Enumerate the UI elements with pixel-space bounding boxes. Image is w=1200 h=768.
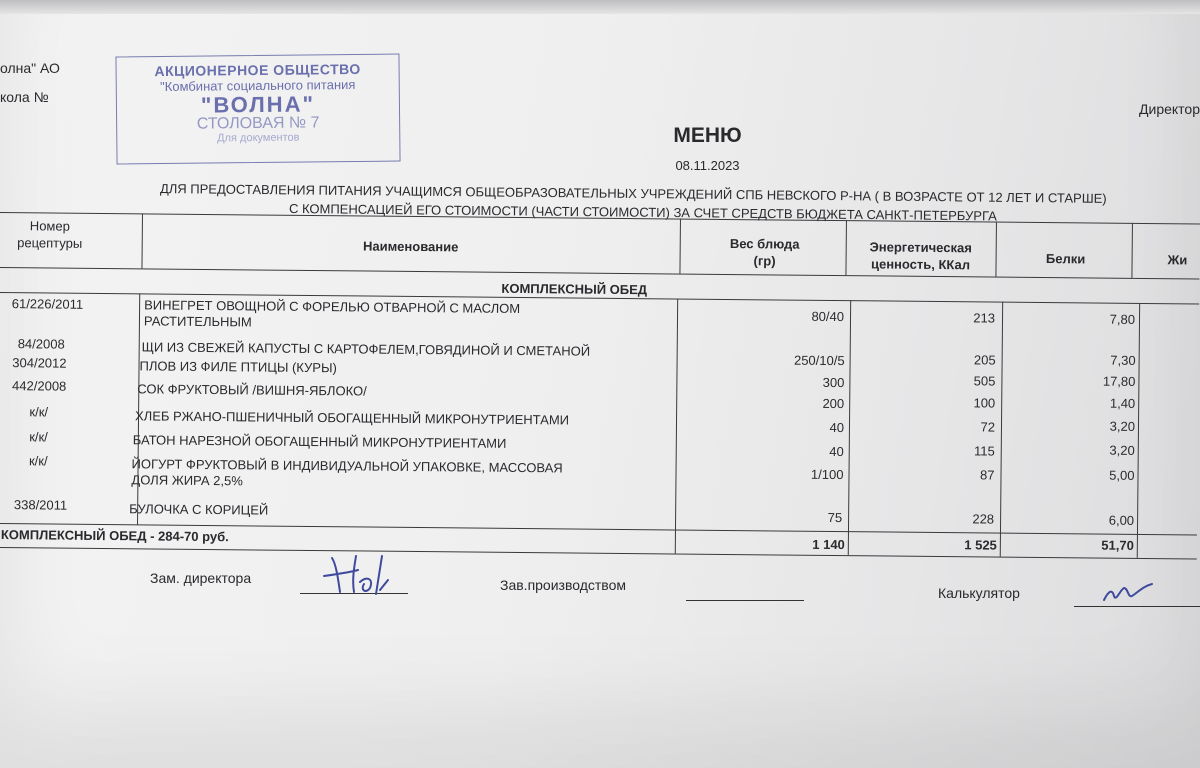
- row-8-weight: 75: [827, 509, 843, 526]
- stamp-line-3: "ВОЛНА": [200, 91, 316, 118]
- header-weight: [689, 235, 839, 270]
- header-name: Наименование: [362, 238, 459, 255]
- row-1-name: [144, 297, 520, 333]
- header-recipe-number-line2: рецептуры: [17, 235, 83, 251]
- deputy-director-label: Зам. директора: [150, 570, 252, 586]
- row-6-name: БАТОН НАРЕЗНОЙ ОБОГАЩЕННЫЙ МИКРОНУТРИЕНТАМИ: [132, 432, 507, 451]
- header-energy-line1: Энергетическая: [869, 239, 972, 256]
- row-2-energy: 205: [973, 352, 996, 368]
- calculator-signature: [1100, 578, 1170, 608]
- production-head-line: [686, 600, 804, 601]
- col-divider-4b: [1000, 302, 1003, 557]
- row-2-protein: 7,30: [1110, 352, 1136, 368]
- menu-date: 08.11.2023: [675, 158, 740, 173]
- row-1-code: 61/226/2011: [11, 296, 84, 312]
- row-4-weight: 200: [822, 395, 845, 412]
- row-1-name-line1: ВИНЕГРЕТ ОВОЩНОЙ С ФОРЕЛЬЮ ОТВАРНОЙ С МАСЛОМ: [144, 297, 521, 316]
- row-1-energy: 213: [973, 310, 996, 326]
- row-7-energy: 87: [979, 467, 995, 483]
- menu-table: [0, 212, 1200, 574]
- header-protein: Белки: [1045, 251, 1086, 267]
- organization-name-partial: олна" АО: [0, 60, 60, 76]
- row-3-energy: 505: [973, 373, 996, 389]
- total-energy: 1 525: [964, 537, 997, 553]
- row-8-energy: 228: [972, 511, 995, 527]
- purpose-line-2: С КОМПЕНСАЦИЕЙ ЕГО СТОИМОСТИ (ЧАСТИ СТОИМОСТИ) ЗА СЧЕТ СРЕДСТВ БЮДЖЕТА САНКТ-ПЕТЕРБУРГА: [288, 201, 997, 224]
- row-4-energy: 100: [973, 395, 996, 411]
- row-5-name: ХЛЕБ РЖАНО-ПШЕНИЧНЫЙ ОБОГАЩЕННЫЙ МИКРОНУТРИЕНТАМИ: [134, 408, 570, 428]
- purpose-line-1: ДЛЯ ПРЕДОСТАВЛЕНИЯ ПИТАНИЯ УЧАЩИМСЯ ОБЩЕОБРАЗОВАТЕЛЬНЫХ УЧРЕЖДЕНИЙ СПБ НЕВСКОГО Р-НА ( В ВОЗРАСТЕ ОТ 12 ЛЕТ И СТАРШЕ): [159, 181, 1107, 206]
- table-bottom-border: [0, 547, 1197, 560]
- total-weight: 1 140: [812, 536, 845, 553]
- stamp-line-4: СТОЛОВАЯ № 7: [196, 114, 320, 133]
- row-6-code: к/к/: [29, 429, 48, 445]
- row-5-weight: 40: [829, 419, 845, 436]
- row-3-code: 304/2012: [12, 355, 67, 371]
- row-5-code: к/к/: [29, 404, 49, 420]
- calculator-label: Калькулятор: [938, 585, 1020, 601]
- row-1-weight: 80/40: [811, 308, 845, 325]
- row-7-name-line2: ДОЛЯ ЖИРА 2,5%: [131, 472, 243, 489]
- row-3-name: ПЛОВ ИЗ ФИЛЕ ПТИЦЫ (КУРЫ): [139, 358, 337, 376]
- paper-top-edge: [0, 0, 1200, 14]
- deputy-director-signature: [318, 550, 408, 600]
- col-divider-2b: [675, 299, 678, 554]
- section-title: КОМПЛЕКСНЫЙ ОБЕД: [501, 280, 648, 298]
- row-4-protein: 1,40: [1109, 395, 1136, 411]
- row-3-weight: 300: [822, 374, 845, 391]
- row-4-name: СОК ФРУКТОВЫЙ /ВИШНЯ-ЯБЛОКО/: [137, 381, 367, 399]
- production-head-label: Зав.производством: [500, 577, 626, 593]
- row-1-protein: 7,80: [1109, 311, 1136, 327]
- header-fat-partial: Жи: [1167, 252, 1188, 268]
- row-5-protein: 3,20: [1109, 418, 1136, 434]
- header-recipe-number: [0, 217, 100, 252]
- menu-title: МЕНЮ: [673, 124, 742, 147]
- row-7-protein: 5,00: [1109, 467, 1135, 483]
- row-8-protein: 6,00: [1108, 512, 1135, 528]
- row-3-protein: 17,80: [1102, 373, 1136, 389]
- row-7-weight: 1/100: [810, 466, 844, 483]
- stamp-line-5: Для документов: [217, 131, 300, 145]
- stamp-line-2: "Комбинат социального питания: [160, 76, 356, 95]
- row-6-weight: 40: [829, 443, 844, 460]
- header-energy-line2: ценность, ККал: [870, 256, 971, 273]
- total-label: КОМПЛЕКСНЫЙ ОБЕД - 284-70 руб.: [0, 527, 229, 545]
- school-number-partial: кола №: [0, 89, 49, 105]
- header-energy: [845, 238, 995, 273]
- row-2-weight: 250/10/5: [793, 352, 845, 369]
- row-7-name-line1: ЙОГУРТ ФРУКТОВЫЙ В ИНДИВИДУАЛЬНОЙ УПАКОВКЕ, МАССОВАЯ: [131, 456, 563, 476]
- row-4-code: 442/2008: [12, 378, 67, 394]
- header-weight-line2: (гр): [753, 253, 776, 269]
- row-7-name: [131, 456, 562, 492]
- stamp-line-1: АКЦИОНЕРНОЕ ОБЩЕСТВО: [154, 60, 361, 80]
- col-divider-5b: [1137, 303, 1140, 558]
- row-6-protein: 3,20: [1109, 442, 1135, 458]
- row-2-name: ЩИ ИЗ СВЕЖЕЙ КАПУСТЫ С КАРТОФЕЛЕМ,ГОВЯДИНОЙ И СМЕТАНОЙ: [141, 339, 591, 359]
- row-5-energy: 72: [980, 419, 996, 435]
- header-weight-line1: Вес блюда: [729, 236, 800, 252]
- row-1-name-line2: РАСТИТЕЛЬНЫМ: [143, 313, 252, 330]
- row-7-code: к/к/: [28, 453, 48, 469]
- row-2-code: 84/2008: [17, 336, 65, 352]
- header-recipe-number-line1: Номер: [29, 218, 70, 234]
- col-divider-3b: [848, 300, 851, 555]
- row-8-code: 338/2011: [13, 497, 68, 513]
- director-label: Директор: [1139, 101, 1200, 117]
- row-6-energy: 115: [973, 443, 995, 459]
- row-8-name: БУЛОЧКА С КОРИЦЕЙ: [129, 501, 269, 518]
- total-protein: 51,70: [1101, 537, 1134, 553]
